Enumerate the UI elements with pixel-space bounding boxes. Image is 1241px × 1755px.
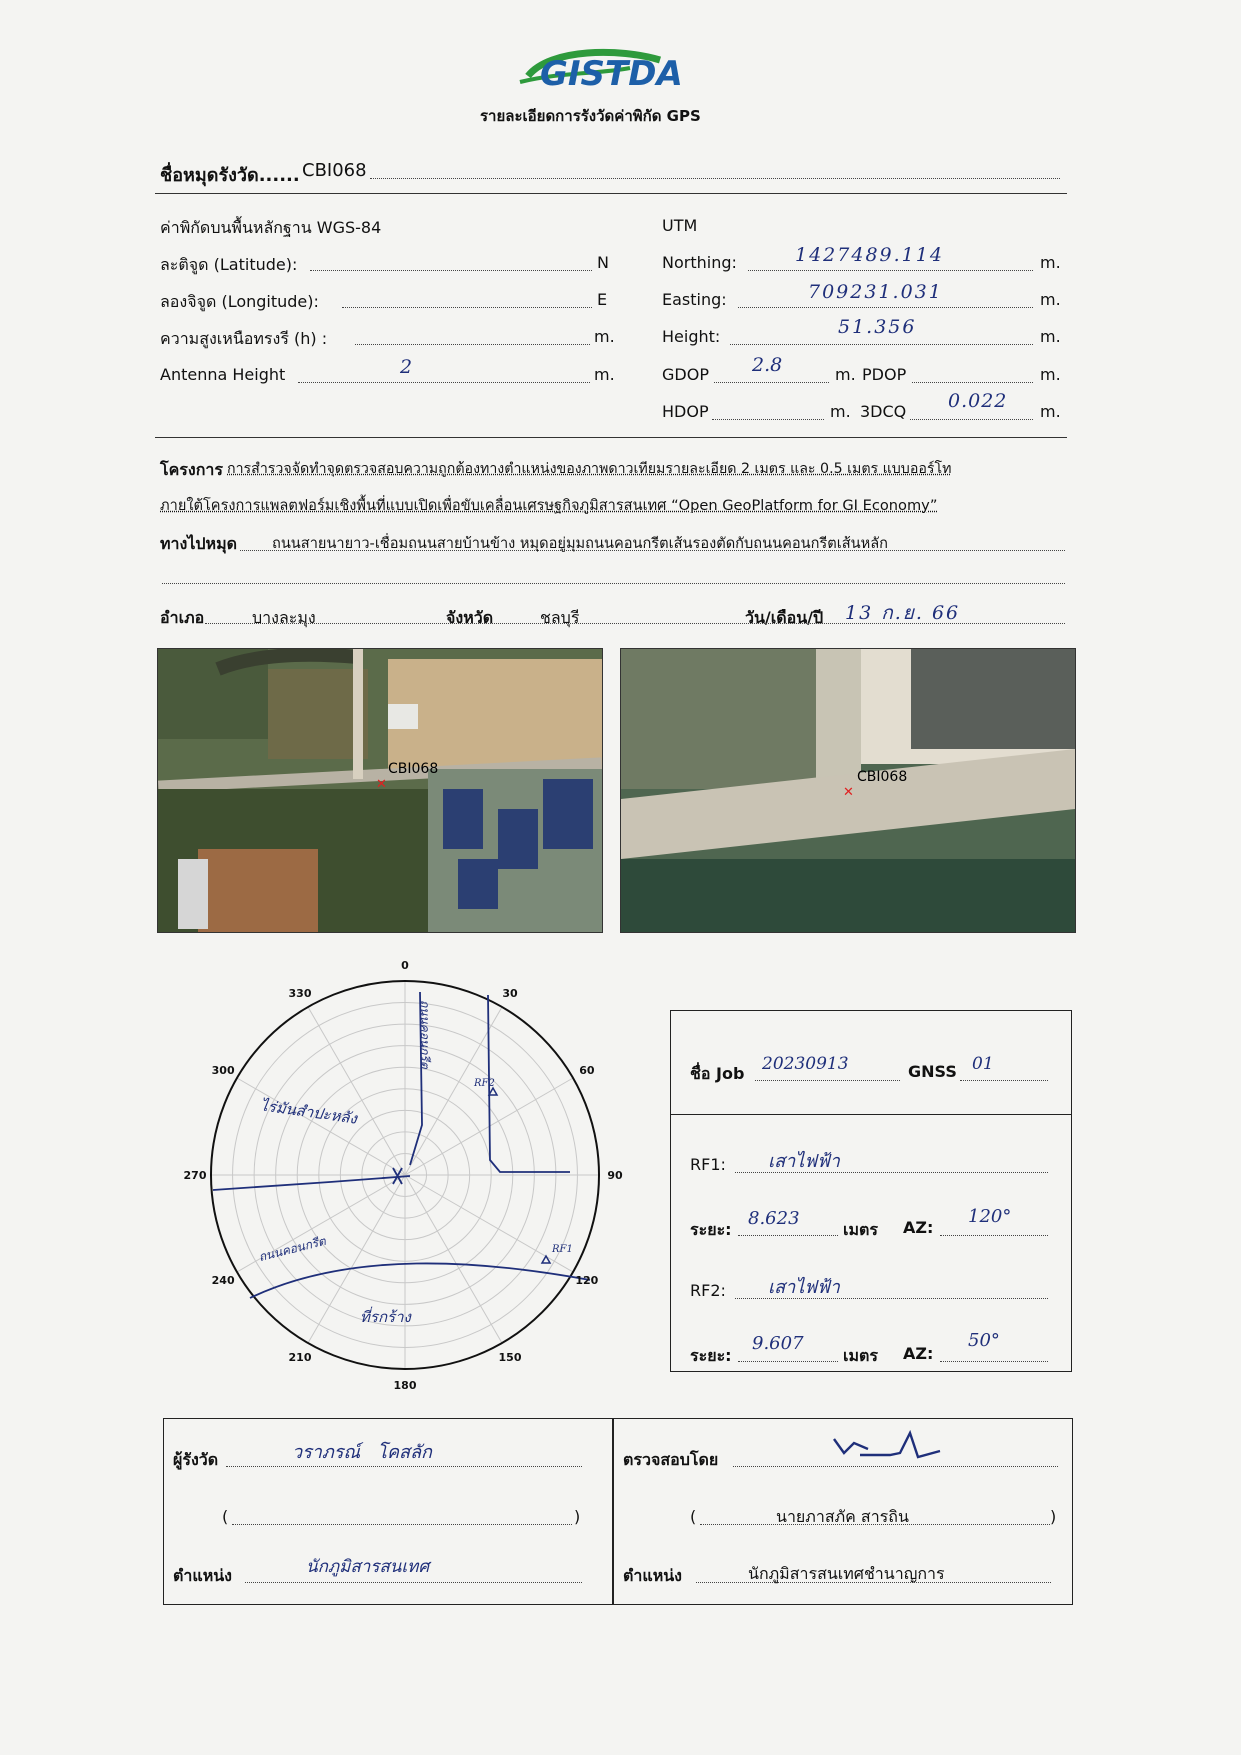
- northing-dots: [748, 270, 1033, 271]
- dist1-unit: เมตร: [843, 1220, 878, 1239]
- note-sw-road: ถนนคอนกรีต: [257, 1233, 328, 1265]
- satellite-image-zoom: [620, 648, 1076, 933]
- dist1-dots: [738, 1235, 838, 1236]
- gdop-label: GDOP: [662, 365, 709, 384]
- project-line1: การสำรวจจัดทำจุดตรวจสอบความถูกต้องทางตำแหน่งของภาพดาวเทียมรายละเอียด 2 เมตร และ 0.5 เมตร แบบออร์โท: [227, 461, 952, 477]
- easting-value: 709231.031: [808, 281, 943, 303]
- az2-value: 50°: [968, 1330, 1000, 1351]
- az1-value: 120°: [968, 1206, 1012, 1227]
- route-dots: [240, 550, 1065, 551]
- job-label: ชื่อ Job: [690, 1064, 745, 1083]
- satellite-image-overview: [157, 648, 603, 933]
- rf2-value: เสาไฟฟ้า: [768, 1277, 840, 1298]
- gnss-label: GNSS: [908, 1062, 957, 1081]
- obstruction-line-south: [250, 1263, 590, 1298]
- divider-1: [155, 193, 1067, 194]
- antenna-dots: [298, 382, 590, 383]
- gdop-unit: m.: [835, 365, 856, 384]
- dist2-value: 9.607: [752, 1333, 804, 1354]
- height-unit: m.: [1040, 327, 1061, 346]
- dist2-label: ระยะ:: [690, 1346, 732, 1365]
- logo: [510, 38, 730, 98]
- signature-divider: [612, 1418, 614, 1605]
- sky-angle-label: 150: [498, 1350, 522, 1364]
- project-label: โครงการ: [160, 460, 223, 479]
- az1-dots: [940, 1235, 1048, 1236]
- gnss-value: 01: [972, 1054, 994, 1074]
- checker-label: ตรวจสอบโดย: [623, 1450, 719, 1469]
- lat-label: ละติจูด (Latitude):: [160, 255, 298, 274]
- route-text: ถนนสายนายาว-เชื่อมถนนสายบ้านข้าง หมุดอยู่มุมถนนคอนกรีตเส้นรองตัดกับถนนคอนกรีตเส้นหลัก: [272, 535, 888, 552]
- height-value: 51.356: [838, 316, 917, 338]
- date-value: 13 ก.ย. 66: [845, 602, 961, 624]
- note-rf1: RF1: [552, 1244, 573, 1255]
- dist2-dots: [738, 1361, 838, 1362]
- note-south-land: ที่รกร้าง: [360, 1308, 411, 1326]
- surveyor-signature: วราภรณ์ โคสลัก: [292, 1442, 432, 1463]
- dcq-value: 0.022: [948, 390, 1008, 412]
- antenna-label: Antenna Height: [160, 365, 286, 384]
- easting-dots: [738, 307, 1033, 308]
- surveyor-pos-dots: [245, 1582, 582, 1583]
- divider-2: [155, 437, 1067, 438]
- h-label: ความสูงเหนือทรงรี (h) :: [160, 329, 328, 348]
- sky-angle-label: 300: [211, 1064, 235, 1077]
- obstruction-line-east: [488, 995, 570, 1172]
- gdop-dots: [714, 382, 829, 383]
- checker-signature-icon: [830, 1425, 950, 1465]
- sky-angle-label: 120: [575, 1274, 599, 1287]
- rf2-label: RF2:: [690, 1281, 726, 1300]
- station-label: ชื่อหมุดรังวัด......: [160, 165, 300, 186]
- sky-angle-label: 90: [607, 1169, 623, 1182]
- province-label: จังหวัด: [446, 608, 494, 627]
- station-name: CBI068: [302, 160, 367, 181]
- checker-pos-value: นักภูมิสารสนเทศชำนาญการ: [748, 1564, 945, 1583]
- dcq-label: 3DCQ: [860, 402, 907, 421]
- rf1-label: RF1:: [690, 1155, 726, 1174]
- sky-angle-label: 60: [579, 1064, 595, 1077]
- sky-angle-label: 240: [211, 1274, 235, 1287]
- rf1-triangle-icon: [542, 1256, 550, 1263]
- checker-paren-open: (: [690, 1507, 697, 1526]
- checker-name: นายภาสภัค สารถิน: [776, 1507, 909, 1526]
- surveyor-dots: [226, 1466, 582, 1467]
- gnss-dots: [960, 1080, 1048, 1081]
- rf1-value: เสาไฟฟ้า: [768, 1151, 840, 1172]
- dist1-value: 8.623: [748, 1208, 800, 1229]
- az2-dots: [940, 1361, 1048, 1362]
- dcq-dots: [910, 419, 1033, 420]
- checker-paren-close: ): [1050, 1507, 1057, 1526]
- lon-dots: [342, 307, 592, 308]
- rf2-triangle-icon: [489, 1088, 497, 1095]
- sky-angle-label: 330: [288, 987, 312, 1001]
- sky-angle-label: 210: [288, 1350, 312, 1364]
- h-unit: m.: [594, 327, 615, 346]
- surveyor-paren-close: ): [574, 1507, 581, 1526]
- wgs-heading: ค่าพิกัดบนพื้นหลักฐาน WGS-84: [160, 218, 382, 237]
- job-dots: [755, 1080, 900, 1081]
- logo-text: GISTDA: [540, 54, 683, 94]
- sky-angle-label: 0: [401, 959, 409, 972]
- surveyor-name-dots: [232, 1524, 572, 1525]
- utm-heading: UTM: [662, 216, 698, 235]
- obstruction-line-west: [213, 1176, 410, 1190]
- pdop-label: PDOP: [862, 365, 907, 384]
- zoom-marker-icon: ✕: [843, 785, 854, 800]
- checker-pos-label: ตำแหน่ง: [623, 1566, 682, 1585]
- district-value: บางละมุง: [252, 608, 316, 627]
- lon-unit: E: [597, 290, 608, 309]
- note-west-field: ไร่มันสำปะหลัง: [259, 1096, 359, 1128]
- surveyor-pos-label: ตำแหน่ง: [173, 1566, 232, 1585]
- az1-label: AZ:: [903, 1218, 934, 1237]
- easting-label: Easting:: [662, 290, 727, 309]
- dist2-unit: เมตร: [843, 1346, 878, 1365]
- zoom-station-label: CBI068: [857, 769, 908, 785]
- northing-unit: m.: [1040, 253, 1061, 272]
- dcq-unit: m.: [1040, 402, 1061, 421]
- antenna-value: 2: [400, 356, 413, 378]
- sky-plot-svg: [180, 950, 630, 1400]
- checker-dots: [733, 1466, 1058, 1467]
- district-label: อำเภอ: [160, 608, 205, 627]
- station-dots: [370, 178, 1060, 179]
- lon-label: ลองจิจูด (Longitude):: [160, 292, 319, 311]
- date-label: วัน/เดือน/ปี: [745, 608, 824, 627]
- az2-label: AZ:: [903, 1344, 934, 1363]
- height-dots: [730, 344, 1033, 345]
- sky-angle-label: 270: [183, 1169, 207, 1182]
- antenna-unit: m.: [594, 365, 615, 384]
- hdop-dots: [712, 419, 824, 420]
- surveyor-paren-open: (: [222, 1507, 229, 1526]
- date-line-dots: [205, 623, 1065, 624]
- pdop-unit: m.: [1040, 365, 1061, 384]
- sky-angle-label: 180: [393, 1379, 417, 1392]
- pdop-dots: [912, 382, 1033, 383]
- project-line2: ภายใต้โครงการแพลตฟอร์มเชิงพื้นที่แบบเปิดเพื่อขับเคลื่อนเศรษฐกิจภูมิสารสนเทศ “Open GeoPlatform for GI Economy”: [160, 497, 938, 514]
- lat-dots: [310, 270, 592, 271]
- page-title: รายละเอียดการรังวัดค่าพิกัด GPS: [480, 107, 701, 125]
- job-value: 20230913: [762, 1054, 849, 1074]
- sky-plot: [180, 950, 630, 1400]
- note-north-road: ถนนคอนกรีต: [418, 1000, 432, 1069]
- h-dots: [355, 344, 590, 345]
- height-label: Height:: [662, 327, 721, 346]
- easting-unit: m.: [1040, 290, 1061, 309]
- route-label: ทางไปหมุด: [160, 534, 238, 553]
- overview-station-label: CBI068: [388, 761, 439, 777]
- province-value: ชลบุรี: [540, 608, 580, 627]
- surveyor-label: ผู้รังวัด: [173, 1450, 219, 1469]
- gdop-value: 2.8: [752, 354, 783, 376]
- sky-angle-label: 30: [502, 987, 518, 1001]
- note-rf2: RF2: [474, 1078, 495, 1089]
- surveyor-pos-value: นักภูมิสารสนเทศ: [306, 1557, 430, 1577]
- hdop-unit: m.: [830, 402, 851, 421]
- route-dots-2: [162, 583, 1065, 584]
- northing-label: Northing:: [662, 253, 737, 272]
- lat-unit: N: [597, 253, 609, 272]
- overview-marker-icon: ✕: [376, 777, 387, 792]
- dist1-label: ระยะ:: [690, 1220, 732, 1239]
- northing-value: 1427489.114: [795, 244, 944, 266]
- hdop-label: HDOP: [662, 402, 709, 421]
